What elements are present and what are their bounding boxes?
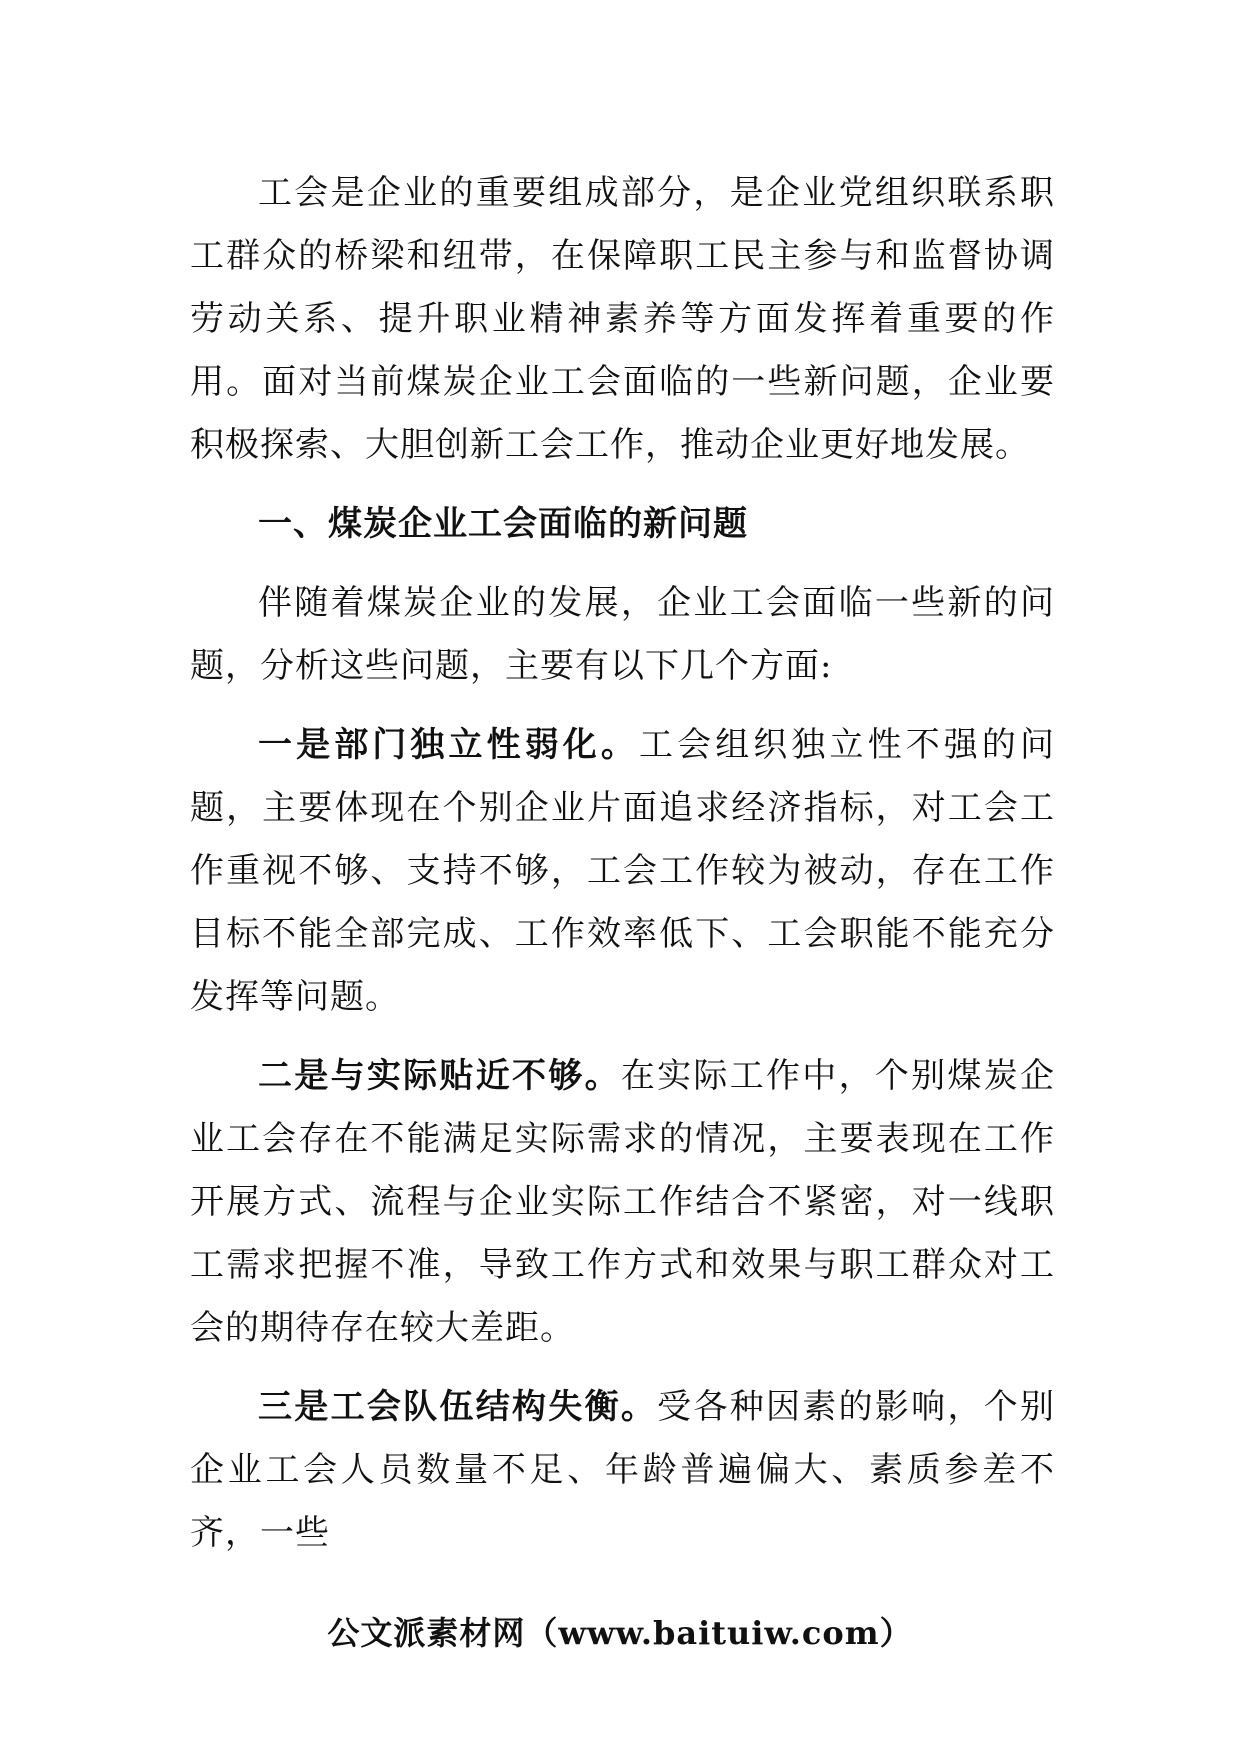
point-text-1: 工会组织独立性不强的问题，主要体现在个别企业片面追求经济指标，对工会工作重视不够、支持不够，工会工作较为被动，存在工作目标不能全部完成、工作效率低下、工会职能不能充分发挥等问题。 (190, 725, 1055, 1017)
point-text-2: 在实际工作中，个别煤炭企业工会存在不能满足实际需求的情况，主要表现在工作开展方式、流程与企业实际工作结合不紧密，对一线职工需求把握不准，导致工作方式和效果与职工群众对工会的期待存在较大差距。 (190, 1056, 1056, 1348)
point-paragraph-2 (190, 1045, 1055, 1360)
point-lead-1: 一是部门独立性弱化。 (258, 725, 639, 765)
section-intro-paragraph: 伴随着煤炭企业的发展，企业工会面临一些新的问题，分析这些问题，主要有以下几个方面: (190, 583, 1055, 686)
point-text-3: 受各种因素的影响，个别企业工会人员数量不足、年龄普遍偏大、素质参差不齐，一些 (190, 1387, 1056, 1553)
section-heading: 一、煤炭企业工会面临的新问题 (258, 504, 748, 544)
point-lead-2: 二是与实际贴近不够。 (258, 1056, 621, 1096)
document-body (190, 162, 1055, 1581)
point-paragraph-3 (190, 1376, 1055, 1565)
footer-watermark: 公文派素材网（www.baituiw.com） (327, 1614, 913, 1652)
intro-paragraph: 工会是企业的重要组成部分，是企业党组织联系职工群众的桥梁和纽带，在保障职工民主参与和监督协调劳动关系、提升职业精神素养等方面发挥着重要的作用。面对当前煤炭企业工会面临的一些新问题，企业要积极探索、大胆创新工会工作，推动企业更好地发展。 (190, 173, 1055, 465)
point-lead-3: 三是工会队伍结构失衡。 (258, 1387, 658, 1427)
point-paragraph-1 (190, 714, 1055, 1029)
